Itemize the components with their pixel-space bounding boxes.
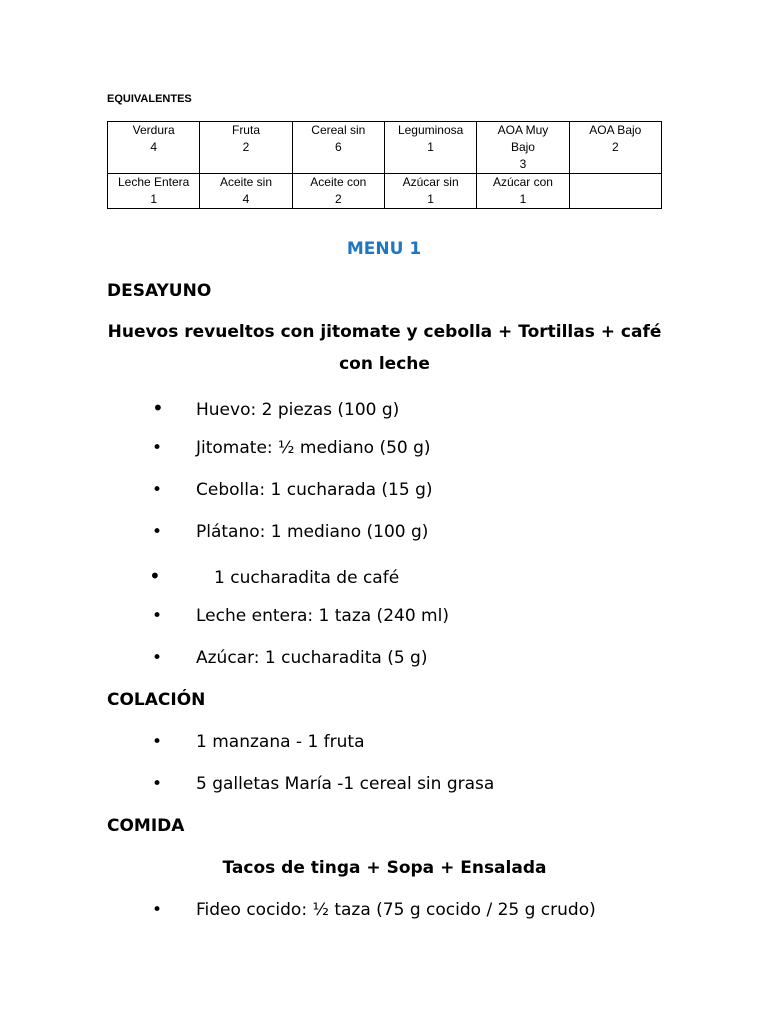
cell-value: 2 [242,140,250,154]
section-heading-comida: COMIDA [107,816,185,836]
cell-name: Fruta [231,123,260,137]
table-cell [108,122,200,174]
cell-value: 2 [334,192,342,206]
section-heading-colacion: COLACIÓN [107,690,206,710]
cell-value: 4 [242,192,250,206]
table-cell [569,174,661,209]
menu-title: MENU 1 [346,239,422,259]
dish-title-comida: Tacos de tinga + Sopa + Ensalada [222,858,547,878]
bullet-icon: • [152,648,163,668]
table-cell [384,174,476,209]
bullet-icon: • [152,480,163,500]
bullet-icon: • [152,606,163,626]
bullet-icon: • [152,438,163,458]
list-item-text: Jitomate: ½ mediano (50 g) [196,438,431,458]
table-cell [108,174,200,209]
bullet-icon: • [152,774,163,794]
cell-name: Aceite sin [219,175,272,189]
cell-name: AOA Muy Bajo [497,123,549,154]
list-item [152,900,596,920]
list-item-text: Huevo: 2 piezas (100 g) [196,400,400,420]
list-item [152,648,427,668]
cell-name: Leche Entera [117,175,190,189]
list-item [152,396,399,420]
cell-name: Cereal sin [311,123,366,137]
cell-name: Leguminosa [397,123,464,137]
list-item [152,480,433,500]
table-row [108,174,662,209]
list-item [152,438,431,458]
table-cell [200,122,292,174]
bullet-icon: • [149,564,161,588]
table-cell [477,122,569,174]
bullet-icon: • [152,396,164,420]
cell-value: 4 [150,140,157,154]
list-item-text: Cebolla: 1 cucharada (15 g) [196,480,433,500]
bullet-icon: • [152,732,163,752]
list-item-text: 1 manzana - 1 fruta [196,732,365,752]
cell-value: 1 [427,140,434,154]
table-cell [292,122,384,174]
dish-title-desayuno: Huevos revueltos con jitomate y cebolla + Tortillas + café con leche [107,322,662,374]
list-item-text: Azúcar: 1 cucharadita (5 g) [196,648,428,668]
cell-value: 1 [519,192,527,206]
cell-name: Verdura [132,123,175,137]
table-cell [569,122,661,174]
list-item [152,774,494,794]
section-heading-desayuno: DESAYUNO [107,281,212,301]
list-item [152,732,365,752]
equivalentes-title: EQUIVALENTES [107,93,192,105]
cell-name: Aceite con [310,175,367,189]
table-cell [477,174,569,209]
table-cell [200,174,292,209]
list-item-text: Fideo cocido: ½ taza (75 g cocido / 25 g crudo) [196,900,596,920]
list-item [152,606,449,626]
cell-value: 6 [334,140,342,154]
list-item-text: 5 galletas María -1 cereal sin grasa [196,774,495,794]
cell-value: 2 [611,140,619,154]
list-item-text: Plátano: 1 mediano (100 g) [196,522,429,542]
list-item [149,564,399,588]
equivalentes-table [107,121,662,209]
cell-value: 3 [519,157,527,171]
cell-value: 1 [150,192,157,206]
bullet-icon: • [152,900,163,920]
cell-name: Azúcar sin [402,175,459,189]
list-item-text: Leche entera: 1 taza (240 ml) [196,606,449,626]
cell-value: 1 [427,192,434,206]
cell-name: AOA Bajo [589,123,642,137]
table-cell [384,122,476,174]
list-item [152,522,428,542]
bullet-icon: • [152,522,163,542]
list-item-text: 1 cucharadita de café [214,568,400,588]
table-cell [292,174,384,209]
cell-name: Azúcar con [492,175,553,189]
table-row [108,122,662,174]
